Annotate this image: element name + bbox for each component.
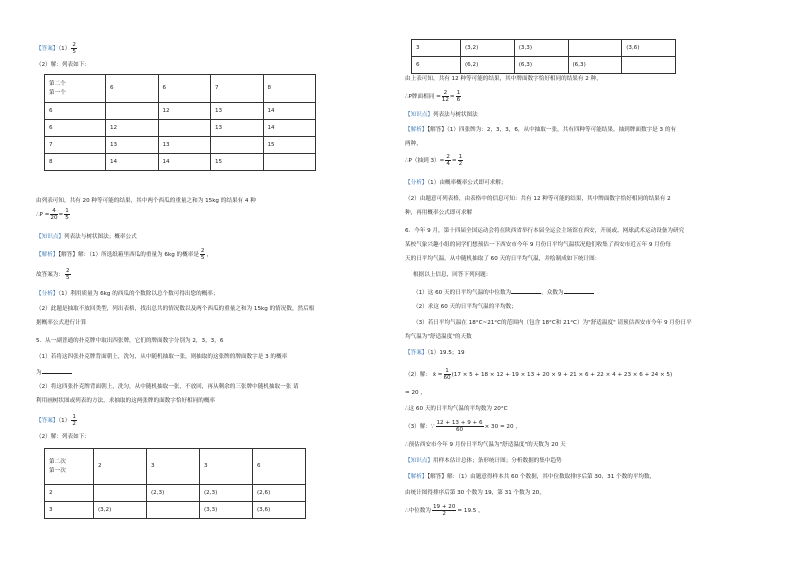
knowledge-point-2: 【知识点】列表法与树状图法	[405, 112, 478, 118]
table-row: 7 13 13 15	[45, 137, 316, 154]
solution-1-result: 故答案为： $\frac{2}{5}$	[36, 268, 70, 282]
table-cards-continued	[411, 39, 676, 74]
table-row: 6 12 13 14	[45, 120, 316, 137]
table-row: 2 (2,3) (2,3) (2,6)	[45, 485, 306, 502]
question-5b2: 利用画树状图或列表的方法，求抽取的这两张牌的面数字恰好相同的概率	[36, 398, 216, 404]
solution-1: 【解析】【解答】解：（1）所选纸箱里西瓜的重量为 6kg 的概率是 $\frac{2}{5}$ ，	[36, 248, 213, 262]
table-col-header: 8	[263, 75, 316, 103]
fraction: $\frac{2}{5}$	[72, 42, 76, 56]
answer-6-2b: = 20 ，	[405, 390, 426, 396]
question-6: 6．今年 9 月，第十四届全国运动会将在陕西省举行本届全运会主场馆在西安，开展或、网球武术运动设备为研究	[405, 228, 685, 234]
knowledge-point-1: 【知识点】列表法与树状图法；概率公式	[36, 234, 137, 240]
probability-1: ∴P = $\frac{4}{20}$ = $\frac{1}{5}$	[36, 208, 69, 222]
question-6c: 天的日平均气温，从中随机抽取了 60 天的日平均气温，并绘制成如下统计图：	[405, 256, 601, 262]
answer-blank	[564, 288, 594, 294]
table-row: 3 (3,2) (3,3) (3,6)	[412, 40, 676, 57]
answer-6-3b: ∴预估西安市今年 9 月份日平均气温为"舒适温度"的天数为 20 天	[405, 442, 566, 448]
answer-5: 【答案】（1） $\frac{1}{2}$	[36, 414, 76, 428]
analysis-3c: 种，再用概率公式即可求解	[405, 210, 473, 216]
question-5a: （1）若将这四张扑克牌背面朝上，洗匀，从中随机抽取一张，则抽取的这张牌的牌面数字是 3 的概率	[36, 354, 288, 360]
table-col-header: 3	[200, 449, 253, 485]
table-col-header: 2	[94, 449, 147, 485]
analysis-3: 【分析】（1）由概率概率公式即可求解；	[405, 180, 507, 186]
probability-2: ∴P牌面相同 = $\frac{2}{12}$ = $\frac{1}{6}$	[405, 90, 461, 104]
table-col-header: 7	[211, 75, 264, 103]
solution-2b: 两种，	[405, 141, 422, 147]
table-col-header: 3	[147, 449, 200, 485]
question-6-3b: 均气温为"舒适温度"的天数	[405, 334, 472, 340]
question-6-2: （2）求这 60 天的日平均气温的平均数；	[413, 304, 517, 310]
conclusion-2: 由上表可知，共有 12 种等可能的结果，其中牌面数字恰好相同的结果有 2 种，	[405, 76, 602, 82]
answer-blank	[511, 288, 541, 294]
question-5b: （2）将这四张扑克牌背面朝上，洗匀，从中随机抽取一张，不放回，再从剩余的三张牌中随机抽取一张 请	[36, 384, 299, 390]
probability-3: ∴P（抽到 3）= $\frac{2}{4}$ = $\frac{1}{2}$	[405, 154, 463, 168]
answer-6-3: （3）解：∵ $\frac{12 + 13 + 9 + 6}{60}$ × 30 = 20 ，	[405, 420, 521, 434]
table-header-corner: 第二个 第一个	[45, 75, 106, 103]
answer-1: 【答案】（1） $\frac{2}{5}$	[36, 42, 76, 56]
answer-5-intro: （2）解：列表如下：	[36, 434, 90, 440]
question-6b: 某校气象兴趣小组的同学们想预估一下西安市今年 9 月份日平均气温状况他们收集了西安市近五年 9 月份每	[405, 242, 671, 248]
question-5: 5．从一副普通的扑克牌中取出四张牌，它们的牌面数字分别为 2，3，3，6	[36, 338, 224, 344]
answer-tag: 【答案】	[36, 46, 59, 53]
analysis-3b: （2）由题意可列表格，由表格中的信息可知：共有 12 种等可能的结果，其中牌面数字恰好相同的结果有 2	[405, 196, 671, 202]
conclusion-1: 由列表可知，共有 20 种等可能的结果，其中两个西瓜的重量之和为 15kg 的结果有 4 种	[36, 198, 256, 204]
knowledge-point-3: 【知识点】用样本估计总体；条形统计图；分析数据的集中趋势	[405, 458, 562, 464]
answer-6: 【答案】（1）19.5；19	[405, 350, 465, 356]
table-row: 8 14 14 15	[45, 154, 316, 171]
table-col-header: 6	[106, 75, 159, 103]
solution-3: 【解析】【解答】解：（1）由题意得样本共 60 个数据，其中位数取排序后第 30、31 个数的平均数，	[405, 474, 656, 480]
analysis-2: （2）此题是抽取不放回类型，列出表格，找出总共的情况数以及两个西瓜的重量之和为 15kg 的情况数，然后根	[36, 306, 315, 312]
table-weights	[44, 74, 316, 171]
question-5a-blank: 为	[36, 368, 72, 377]
median-result: ∴中位数为 $\frac{19 + 20}{2}$ = 19.5 ，	[405, 504, 484, 518]
analysis-1: 【分析】（1）利用质量为 6kg 的西瓜的个数除以总个数可得出您的概率；	[36, 291, 219, 297]
question-6d: 根据以上信息，回答下列问题：	[413, 272, 492, 278]
table-col-header: 6	[253, 449, 306, 485]
table-col-header: 6	[158, 75, 211, 103]
table-cards	[44, 448, 306, 519]
answer-6-2: （2）解： x̄ = $\frac{1}{60}$ (17 × 5 + 18 × 12 + 19 × 13 + 20 × 9 + 21 × 6 + 22 × 4 + 23 × 6 + 24 × 5)	[405, 368, 673, 382]
solution-3b: 由统计图得排序后第 30 个数为 19，第 31 个数为 20，	[405, 490, 545, 496]
answer-blank	[42, 368, 72, 374]
table-row: 3 (3,2) (3,3) (3,6)	[45, 502, 306, 519]
table-header-corner: 第二次 第一次	[45, 449, 94, 485]
question-6-1: （1）这 60 天的日平均气温的中位数为 ，众数为	[413, 288, 594, 297]
question-6-3: （3）若日平均气温在 18°C~21°C的范围内（包含 18°C和 21°C）为"舒适温度" 请预估西安市今年 9 月份日平	[413, 320, 692, 326]
table-row: 6 (6,2) (6,3) (6,3)	[412, 57, 676, 74]
analysis-2b: 据概率公式进行计算	[36, 320, 87, 326]
answer-6-2c: ∴这 60 天的日平均气温的平均数为 20°C	[405, 406, 508, 412]
table-row: 6 12 13 14	[45, 103, 316, 120]
answer-2-intro: （2）解：列表如下：	[36, 62, 90, 68]
solution-2: 【解析】【解答】（1）四张牌为：2，3，3，6，从中抽取一张，共有四种等可能结果，抽到牌面数字是 3 的有	[405, 127, 677, 133]
